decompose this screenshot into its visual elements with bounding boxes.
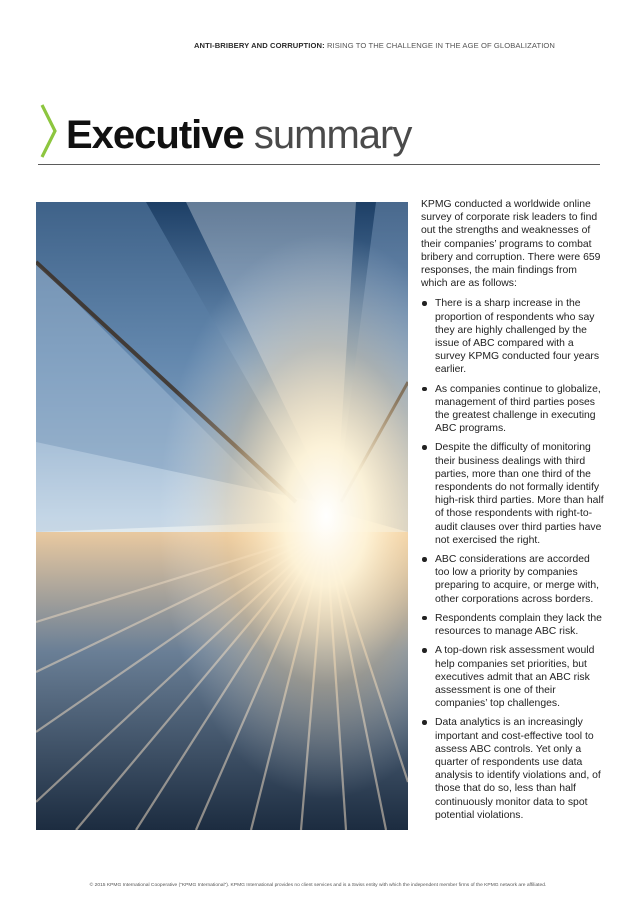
- bullet-icon: [422, 557, 427, 562]
- running-header-subtitle: RISING TO THE CHALLENGE IN THE AGE OF GLOBALIZATION: [326, 41, 555, 50]
- summary-text: [421, 198, 605, 828]
- bullet-icon: [422, 301, 427, 306]
- bullet-icon: [422, 387, 427, 392]
- page-title: [66, 111, 411, 159]
- list-item: Respondents complain they lack the resources to manage ABC risk.: [421, 612, 605, 638]
- bullet-icon: [422, 445, 427, 450]
- bullet-icon: [422, 648, 427, 653]
- page-title-thin: summary: [253, 113, 412, 157]
- findings-list: [421, 297, 605, 822]
- list-item: As companies continue to globalize, management of third parties poses the greatest challenge in executing ABC programs.: [421, 383, 605, 436]
- list-item: Data analytics is an increasingly important and cost-effective tool to assess ABC controls. Yet only a quarter of respondents use data analysis to identify violations and, of those that do so, less than half continuously monitor data to spot potential violations.: [421, 716, 605, 822]
- list-item: Despite the difficulty of monitoring their business dealings with third parties, more than one third of the respondents do not formally identify high-risk third parties. More than half of those respondents with right-to-audit clauses over third parties have not exercised the right.: [421, 441, 605, 547]
- bullet-icon: [422, 720, 427, 725]
- bullet-icon: [422, 616, 427, 621]
- chevron-icon: [38, 102, 60, 160]
- intro-paragraph: KPMG conducted a worldwide online survey of corporate risk leaders to find out the strengths and weaknesses of their companies’ programs to combat bribery and corruption. There were 659 responses, the main findings from which are as follows:: [421, 199, 601, 290]
- page-title-strong: Executive: [66, 113, 244, 157]
- title-divider: [38, 164, 600, 165]
- hero-image: [36, 202, 408, 830]
- copyright-footer: © 2015 KPMG International Cooperative (“KPMG International”). KPMG International provides no client services and is a Swiss entity with which the independent member firms of the KPMG network are affiliated.: [89, 883, 547, 888]
- escalator-light-photo-icon: [36, 202, 408, 830]
- list-item: A top-down risk assessment would help companies set priorities, but executives admit that an ABC risk assessment is one of their companies’ top challenges.: [421, 644, 605, 710]
- running-header: [194, 41, 555, 50]
- list-item: ABC considerations are accorded too low a priority by companies preparing to acquire, or merge with, other corporations across borders.: [421, 553, 605, 606]
- running-header-bold: ANTI-BRIBERY AND CORRUPTION:: [193, 41, 325, 50]
- list-item: There is a sharp increase in the proportion of respondents who say they are highly challenged by the issue of ABC compared with a survey KPMG conducted four years earlier.: [421, 297, 605, 376]
